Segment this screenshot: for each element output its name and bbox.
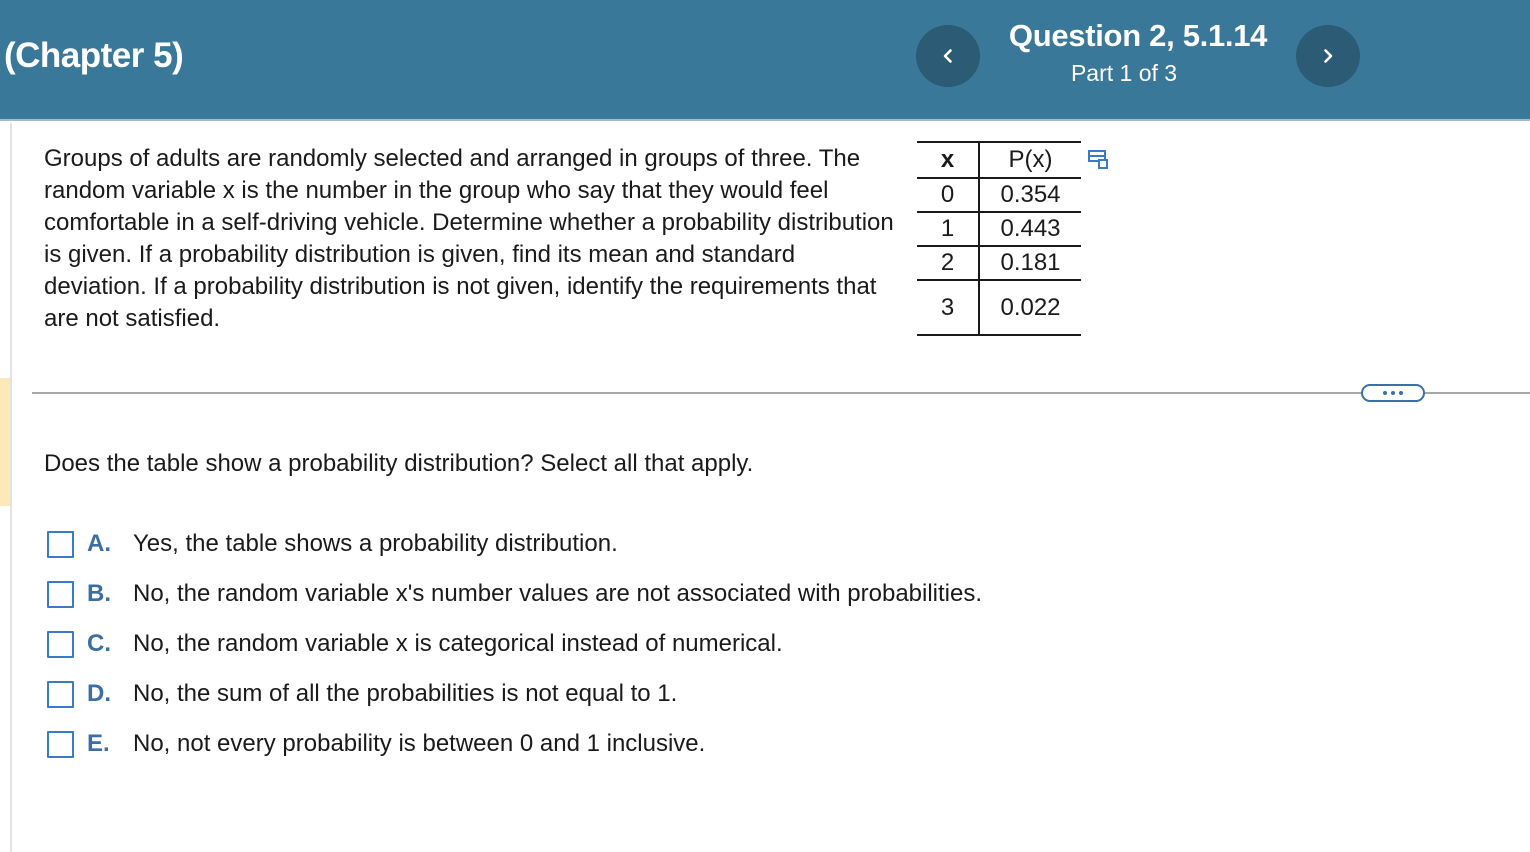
choice-letter: D.: [87, 680, 111, 707]
question-part-label: Part 1 of 3: [1070, 60, 1178, 86]
choice-letter: E.: [87, 730, 110, 757]
next-question-button[interactable]: [1296, 25, 1360, 87]
choice-letter: A.: [87, 530, 111, 557]
table-cell-x: 3: [917, 280, 979, 335]
table-cell-px: 0.022: [979, 280, 1081, 335]
more-dot-icon: [1383, 391, 1387, 395]
choice-e-checkbox[interactable]: [47, 731, 74, 758]
table-cell-x: 2: [917, 246, 979, 280]
problem-statement: Groups of adults are randomly selected and arranged in groups of three. The random variable x is the number in the group who say that they would feel comfortable in a self-driving vehicle. Determine whether a probability distribution is given. If a probability distribution is given, find its mean and standard deviation. If a probability distribution is not given, identify the requirements that are not satisfied.: [44, 145, 894, 332]
probability-table: [917, 141, 1081, 336]
choice-d-checkbox[interactable]: [47, 681, 74, 708]
more-options-button[interactable]: [1361, 384, 1425, 402]
choice-c-checkbox[interactable]: [47, 631, 74, 658]
choice-text: No, the random variable x's number values are not associated with probabilities.: [133, 580, 983, 607]
table-header-px: P(x): [979, 142, 1081, 178]
choice-text: No, the sum of all the probabilities is not equal to 1.: [133, 680, 678, 707]
choice-b[interactable]: [47, 579, 982, 609]
table-header-row: [917, 142, 1081, 178]
table-cell-px: 0.443: [979, 212, 1081, 246]
table-row: [917, 246, 1081, 280]
chapter-title: (Chapter 5): [4, 36, 184, 75]
question-title: Question 2, 5.1.14: [1008, 18, 1268, 53]
more-dot-icon: [1391, 391, 1395, 395]
choice-text: Yes, the table shows a probability distribution.: [133, 530, 618, 557]
table-row: [917, 178, 1081, 212]
choice-d[interactable]: [47, 679, 677, 709]
choice-c[interactable]: [47, 629, 783, 659]
question-prompt: Does the table show a probability distribution? Select all that apply.: [44, 450, 754, 477]
choice-a-checkbox[interactable]: [47, 531, 74, 558]
table-cell-px: 0.354: [979, 178, 1081, 212]
choice-letter: B.: [87, 580, 111, 607]
more-dot-icon: [1399, 391, 1403, 395]
table-cell-x: 0: [917, 178, 979, 212]
choice-e[interactable]: [47, 729, 705, 759]
table-cell-px: 0.181: [979, 246, 1081, 280]
active-part-marker: [0, 378, 10, 506]
copy-table-icon[interactable]: [1087, 148, 1111, 170]
table-row: [917, 212, 1081, 246]
header-bar: [0, 0, 1530, 121]
table-row: [917, 280, 1081, 335]
left-border: [10, 123, 12, 852]
choice-text: No, not every probability is between 0 and 1 inclusive.: [133, 730, 706, 757]
section-divider: [32, 392, 1530, 394]
choice-b-checkbox[interactable]: [47, 581, 74, 608]
choice-text: No, the random variable x is categorical instead of numerical.: [133, 630, 783, 657]
choice-letter: C.: [87, 630, 111, 657]
chevron-left-icon: [939, 47, 957, 65]
chevron-right-icon: [1319, 47, 1337, 65]
choice-a[interactable]: [47, 529, 618, 559]
table-header-x: x: [917, 142, 979, 178]
table-cell-x: 1: [917, 212, 979, 246]
